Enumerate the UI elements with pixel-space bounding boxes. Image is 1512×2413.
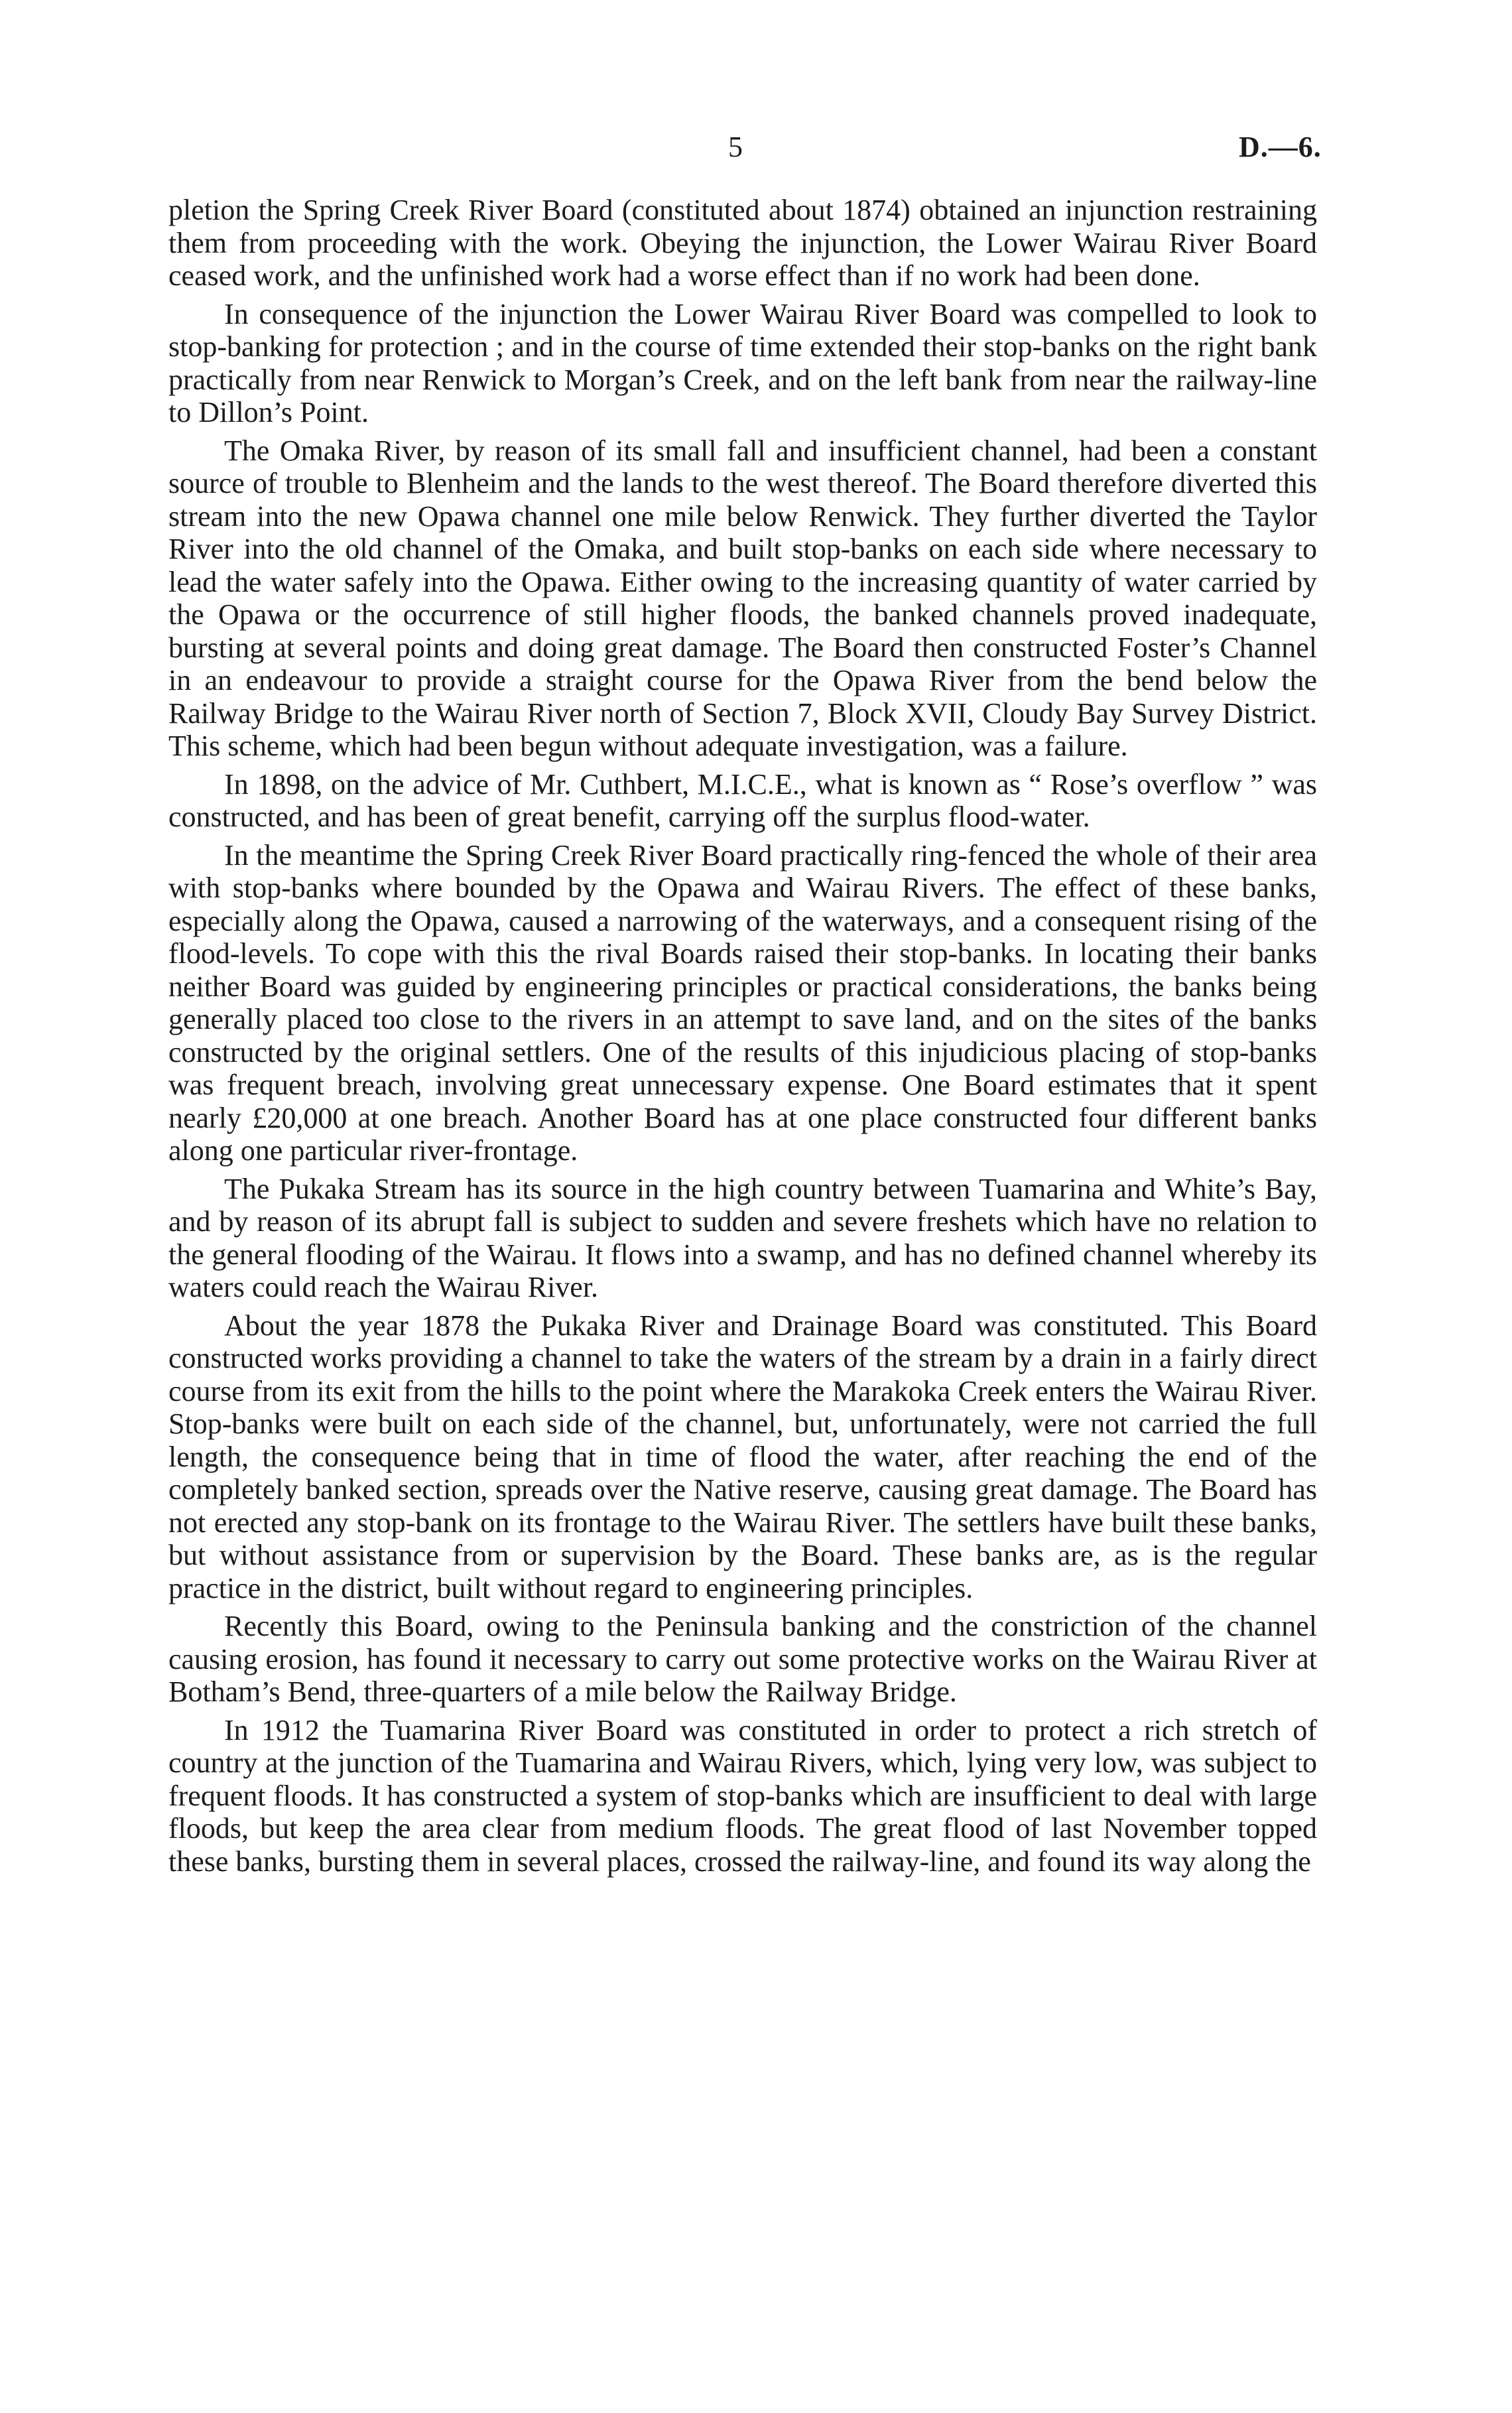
paragraph-roses-overflow: In 1898, on the advice of Mr. Cuthbert, M.I.C.E., what is known as “ Rose’s overflow ” was constructed, and has been of great benefit, carrying off the surplus flood-water. [168, 767, 1317, 833]
paragraph-omaka-river: The Omaka River, by reason of its small fall and insufficient channel, had been a constant source of trouble to Blenheim and the lands to the west thereof. The Board therefore diverted this stream into the new Opawa channel one mile below Renwick. They further diverted the Taylor River into the old channel of the Omaka, and built stop-banks on each side where necessary to lead the water safely into the Opawa. Either owing to the increasing quantity of water carried by the Opawa or the occurrence of still higher floods, the banked channels proved inadequate, bursting at several points and doing great damage. The Board then constructed Foster’s Channel in an endeavour to provide a straight course for the Opawa River from the bend below the Railway Bridge to the Wairau River north of Section 7, Block XVII, Cloudy Bay Survey District. This scheme, which had been begun without adequate investigation, was a failure. [168, 434, 1317, 762]
paragraph-continuation: pletion the Spring Creek River Board (constituted about 1874) obtained an injunction restraining them from proceeding with the work. Obeying the injunction, the Lower Wairau River Board ceased work, and the unfinished work had a worse effect than if no work had been done. [168, 194, 1317, 292]
paragraph-bothams-bend: Recently this Board, owing to the Peninsula banking and the constriction of the channel causing erosion, has found it necessary to carry out some protective works on the Wairau River at Botham’s Bend, three-quarters of a mile below the Railway Bridge. [168, 1610, 1317, 1708]
paragraph-pukaka-board: About the year 1878 the Pukaka River and Drainage Board was constituted. This Board constructed works providing a channel to take the waters of the stream by a drain in a fairly direct course from its exit from the hills to the point where the Marakoka Creek enters the Wairau River. Stop-banks were built on each side of the channel, but, unfortunately, were not carried the full length, the consequence being that in time of flood the water, after reaching the end of the completely banked section, spreads over the Native reserve, causing great damage. The Board has not erected any stop-bank on its frontage to the Wairau River. The settlers have built these banks, but without assistance from or supervision by the Board. These banks are, as is the regular practice in the district, built without regard to engineering principles. [168, 1309, 1317, 1604]
paragraph-stop-banking: In consequence of the injunction the Lower Wairau River Board was compelled to look to stop-banking for protection ; and in the course of time extended their stop-banks on the right bank practically from near Renwick to Morgan’s Creek, and on the left bank from near the railway-line to Dillon’s Point. [168, 297, 1317, 428]
paragraph-tuamarina-board: In 1912 the Tuamarina River Board was constituted in order to protect a rich stretch of country at the junction of the Tuamarina and Wairau Rivers, which, lying very low, was subject to frequent floods. It has constructed a system of stop-banks which are insufficient to deal with large floods, but keep the area clear from medium floods. The great flood of last November topped these banks, bursting them in several places, crossed the railway-line, and found its way along the [168, 1713, 1317, 1878]
body-text [168, 194, 1317, 1883]
paragraph-pukaka-stream: The Pukaka Stream has its source in the high country between Tuamarina and White’s Bay, and by reason of its abrupt fall is subject to sudden and severe freshets which have no relation to the general flooding of the Wairau. It flows into a swamp, and has no defined channel whereby its waters could reach the Wairau River. [168, 1172, 1317, 1303]
document-reference: D.—6. [1239, 131, 1322, 163]
page-number: 5 [728, 131, 743, 163]
paragraph-spring-creek: In the meantime the Spring Creek River Board practically ring-fenced the whole of their area with stop-banks where bounded by the Opawa and Wairau Rivers. The effect of these banks, especially along the Opawa, caused a narrowing of the waterways, and a consequent rising of the flood-levels. To cope with this the rival Boards raised their stop-banks. In locating their banks neither Board was guided by engineering principles or practical considerations, the banks being generally placed too close to the rivers in an attempt to save land, and on the sites of the banks constructed by the original settlers. One of the results of this injudicious placing of stop-banks was frequent breach, involving great unnecessary expense. One Board estimates that it spent nearly £20,000 at one breach. Another Board has at one place constructed four different banks along one particular river-frontage. [168, 838, 1317, 1167]
